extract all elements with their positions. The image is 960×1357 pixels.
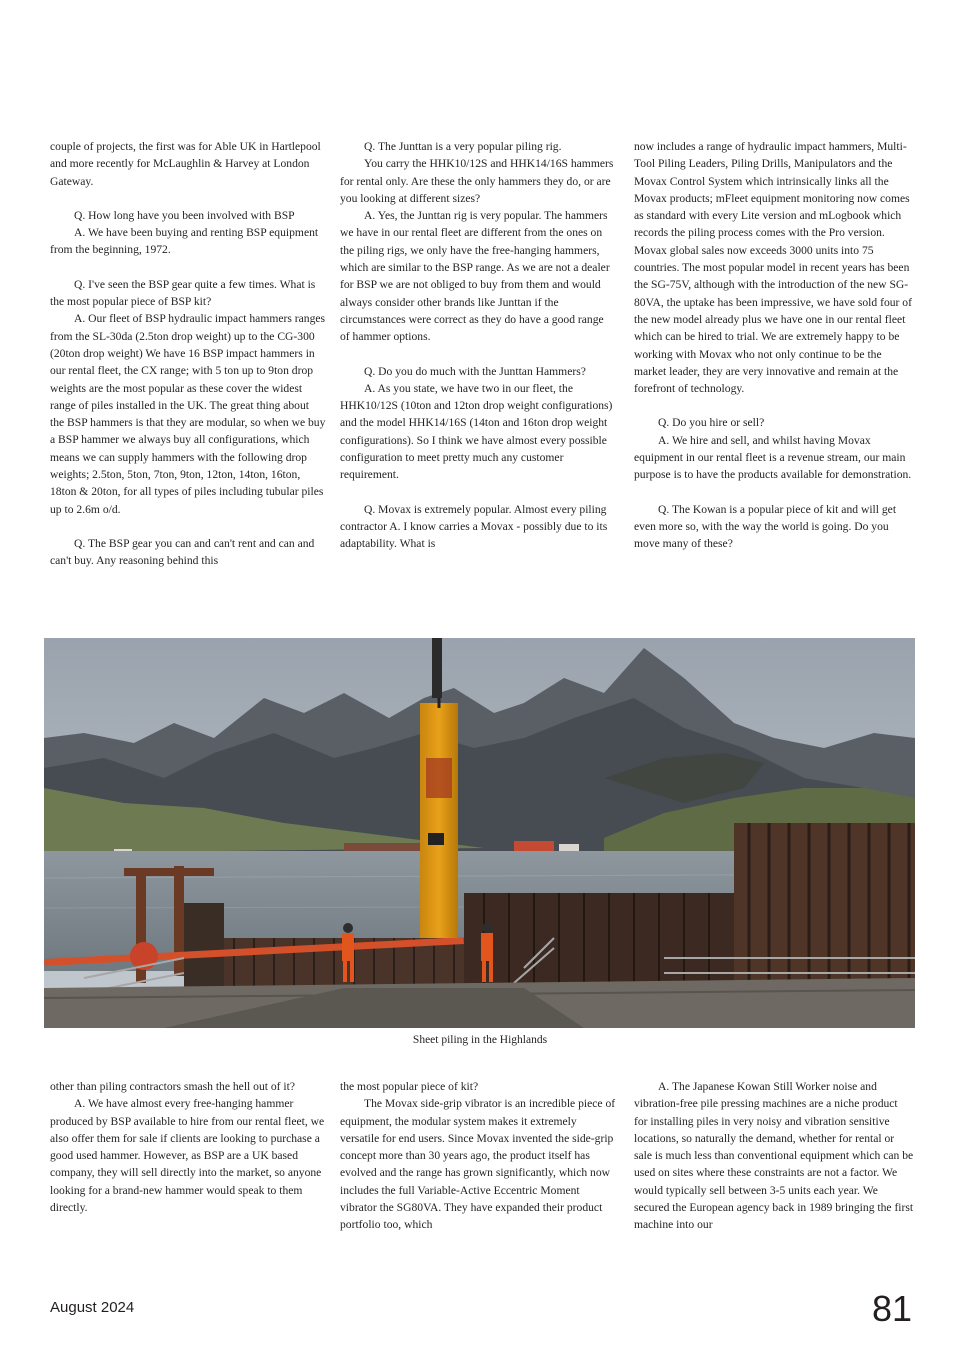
article-column-2 bbox=[340, 138, 616, 553]
question: Q. The Junttan is a very popular piling rig. bbox=[364, 140, 562, 153]
answer: The Movax side-grip vibrator is an incredible piece of equipment, the modular system makes it extremely versatile for end users. Since Movax invented the side-grip concept more than 30 years ago, the product itself has evolved and the range has grown significantly, which now includes the full Variable-Active Eccentric Moment vibrator the SG80VA. They have expanded their product portfolio too, which bbox=[340, 1097, 616, 1232]
issue-date: August 2024 bbox=[50, 1299, 135, 1316]
question: Q. Do you do much with the Junttan Hammers? bbox=[364, 364, 586, 378]
paragraph: other than piling contractors smash the hell out of it? bbox=[50, 1080, 296, 1093]
sheet-piling-photo bbox=[44, 638, 915, 1028]
answer: A. As you state, we have two in our fleet, the HHK10/12S (10ton and 12ton drop weight configurations) and the model HHK14/16S (14ton and 16ton drop weight configurations). So I think we have almost every possible configuration to meet pretty much any customer requirement. bbox=[340, 381, 613, 482]
article-column-4 bbox=[50, 1078, 326, 1216]
article-column-6 bbox=[634, 1078, 914, 1234]
answer: A. We hire and sell, and whilst having Movax equipment in our rental fleet is a revenue stream, our main purpose is to have the products available for demonstration. bbox=[634, 433, 912, 482]
question: Q. Do you hire or sell? bbox=[658, 416, 765, 430]
article-column-3 bbox=[634, 138, 914, 553]
answer: A. The Japanese Kowan Still Worker noise and vibration-free pile pressing machines are a niche product for installing piles in very noisy and vibration sensitive locations, so naturally the demand, whether for rental or sale is much less than conventional equipment which can be used on sites where these constraints are not a factor. We would typically sell between 3-5 units each year. We secured the European agency back in 1989 bringing the first machine into our bbox=[634, 1080, 914, 1232]
page-number: 81 bbox=[871, 1288, 912, 1329]
question: Q. Movax is extremely popular. Almost every piling contractor A. I know carries a Movax - possibly due to its adaptability. What is bbox=[340, 502, 608, 551]
answer: A. Our fleet of BSP hydraulic impact hammers ranges from the SL-30da (2.5ton drop weight) up to the CG-300 (20ton drop weight) We have 16 BSP impact hammers in our rental fleet, the CX range; with 5 ton up to 9ton drop weights are the most popular as these cover the widest range of piles installed in the UK. The great thing about the BSP hammers is that they are modular, so when we buy a BSP hammer we always buy all configurations, which means we can supply hammers with the following drop weights; 2.5ton, 5ton, 7ton, 9ton, 12ton, 14ton, 16ton, 18ton & 20ton, for all types of piles including tubular piles up to 2.6m o/d. bbox=[50, 312, 326, 516]
article-column-5 bbox=[340, 1078, 616, 1234]
paragraph: now includes a range of hydraulic impact hammers, Multi-Tool Piling Leaders, Piling Drills, Manipulators and the Movax Control System which intrinsically links all the Movax products; mFleet equipment monitoring now comes as standard with every Lite version and mLogbook which records the piling process comes with the Pro version. Movax global sales now exceeds 3000 units into 75 countries. The most popular model in recent years has been the SG-75V, although with the introduction of the new SG-80VA, the uptake has been impressive, we have sold four of the new model already plus we have one in our rental fleet which can be hired to trial. We are extremely happy to be working with Movax who not only continue to be the market leader, they are very innovative and remain at the forefront of technology. bbox=[634, 140, 912, 396]
question: Q. How long have you been involved with BSP bbox=[74, 208, 295, 222]
answer: A. We have been buying and renting BSP equipment from the beginning, 1972. bbox=[50, 226, 319, 257]
question: Q. I've seen the BSP gear quite a few times. What is the most popular piece of BSP kit? bbox=[50, 277, 316, 309]
photo-caption: Sheet piling in the Highlands bbox=[412, 1034, 548, 1046]
article-column-1 bbox=[50, 138, 326, 570]
question: Q. The BSP gear you can and can't rent and can and can't buy. Any reasoning behind this bbox=[50, 536, 315, 568]
answer: A. We have almost every free-hanging hammer produced by BSP available to hire from our rental fleet, we also offer them for sale if clients are looking to purchase a good used hammer. However, as BSP are a UK based company, they will sell directly into the market, so anyone looking for a brand-new hammer would speak to them directly. bbox=[50, 1097, 325, 1215]
paragraph: the most popular piece of kit? bbox=[340, 1080, 479, 1093]
answer: A. Yes, the Junttan rig is very popular. The hammers we have in our rental fleet are different from the ones on the piling rigs, we only have the free-hanging hammers, which are similar to the BSP range. As we are not a dealer for BSP we are not obliged to buy from them and would always consider other brands like Junttan if the circumstances were correct as they do have a good range of hammer options. bbox=[340, 209, 610, 344]
paragraph: couple of projects, the first was for Able UK in Hartlepool and more recently for McLaughlin & Harvey at London Gateway. bbox=[50, 140, 321, 188]
question-continued: You carry the HHK10/12S and HHK14/16S hammers for rental only. Are these the only hammers they do, or are you looking at different sizes? bbox=[340, 157, 614, 205]
question: Q. The Kowan is a popular piece of kit and will get even more so, with the way the world is going. Do you move many of these? bbox=[634, 502, 897, 551]
